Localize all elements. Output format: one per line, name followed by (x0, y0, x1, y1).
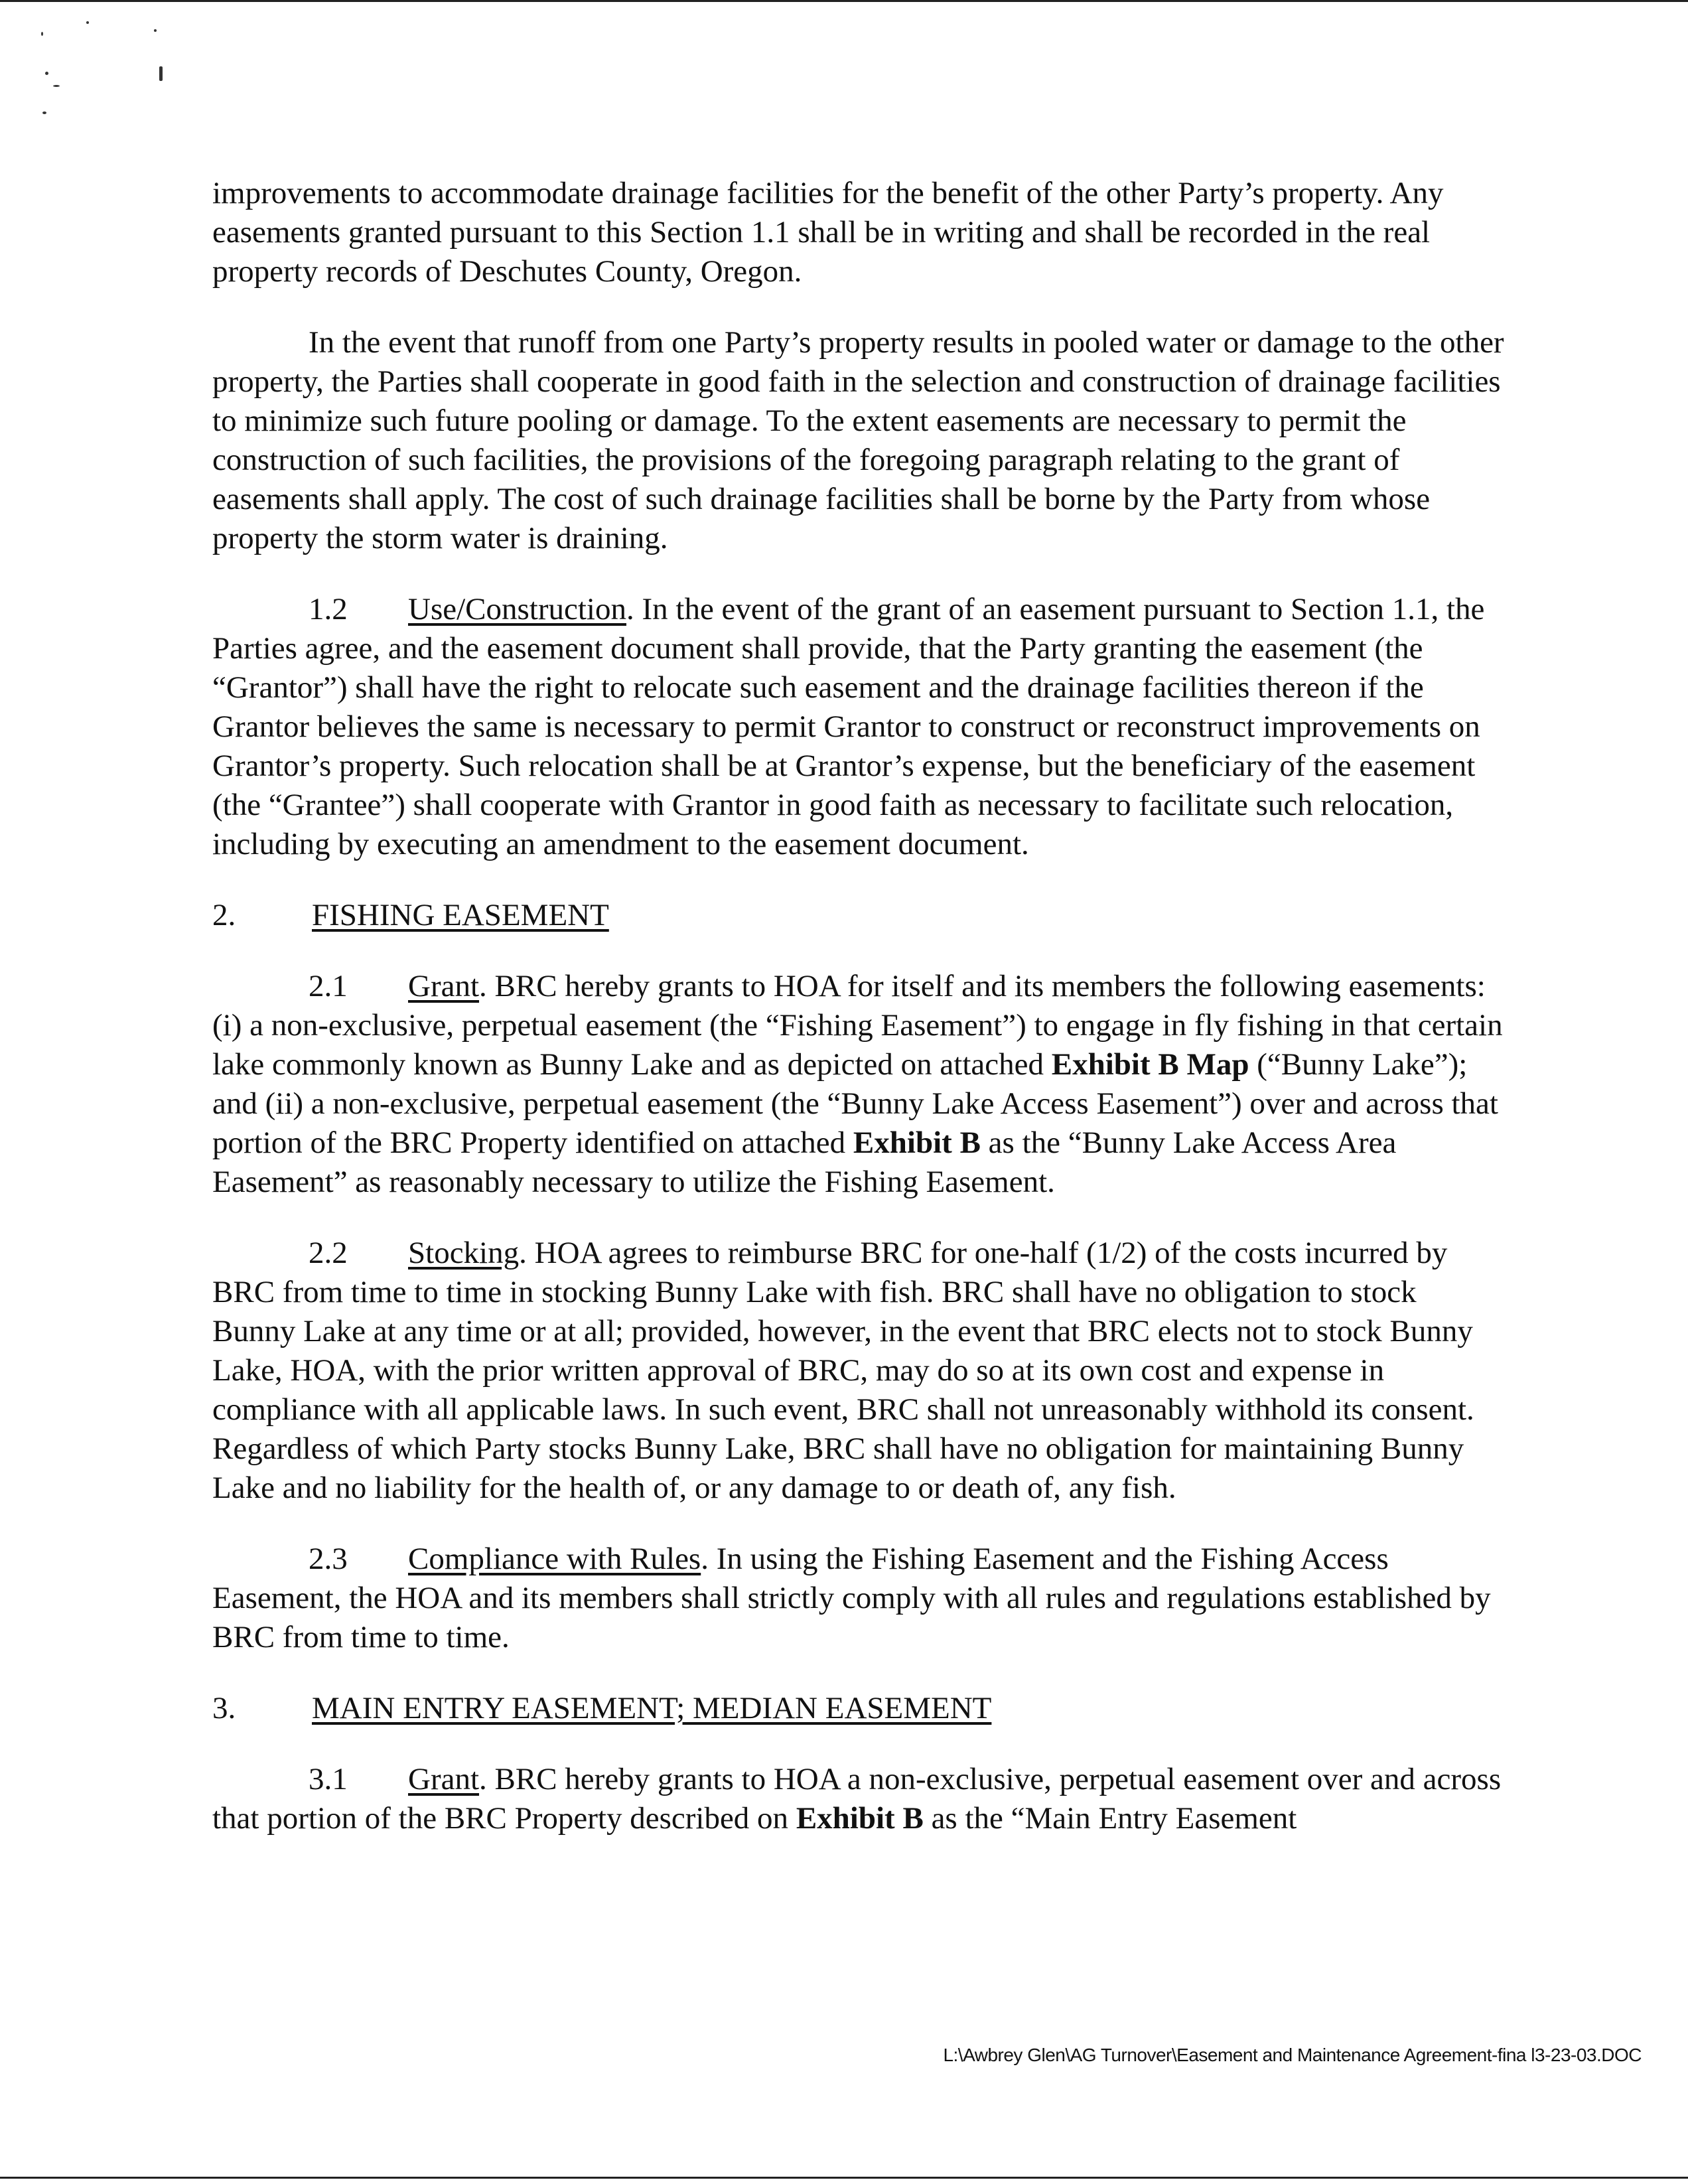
exhibit-reference: Exhibit B (853, 1126, 981, 1160)
section-number: 2.2 (309, 1236, 348, 1270)
section-2-3 (212, 1540, 1506, 1657)
heading-number: 2. (212, 898, 236, 932)
document-body (212, 174, 1506, 1838)
section-text: . In the event of the grant of an easement pursuant to Section 1.1, the Parties agree, and the easement document shall provide, that the Party granting the easement (the “Grantor”) shall have the right to relocate such easement and the drainage facilities thereon if the Grantor believes the same is necessary to permit Grantor to construct or reconstruct improvements on Grantor’s property. Such relocation shall be at Grantor’s expense, but the beneficiary of the easement (the “Grantee”) shall cooperate with Grantor in good faith as necessary to facilitate such relocation, including by executing an amendment to the easement document. (212, 592, 1485, 861)
section-text: as the “Bunny Lake Access Area Easement” as reasonably necessary to utilize the Fishing Easement. (212, 1126, 1397, 1199)
section-text: as the “Main Entry Easement (923, 1801, 1297, 1836)
section-1-2 (212, 590, 1506, 864)
section-text: (“Bunny Lake”); and (ii) a non-exclusive, perpetual easement (the “Bunny Lake Access Easement”) over and across that portion of the BRC Property identified on attached (212, 1047, 1498, 1160)
section-3-1 (212, 1760, 1506, 1838)
section-title: Use/Construction (408, 592, 626, 626)
heading-fishing-easement (212, 896, 1506, 935)
heading-title: MAIN ENTRY EASEMENT; MEDIAN EASEMENT (312, 1691, 992, 1725)
section-2-1 (212, 967, 1506, 1202)
section-2-2 (212, 1234, 1506, 1508)
exhibit-reference: Exhibit B Map (1051, 1047, 1249, 1082)
section-text: . HOA agrees to reimburse BRC for one-half (1/2) of the costs incurred by BRC from time to time in stocking Bunny Lake with fish. BRC shall have no obligation to stock Bunny Lake at any time or at all; provided, however, in the event that BRC elects not to stock Bunny Lake, HOA, with the prior written approval of BRC, may do so at its own cost and expense in compliance with all applicable laws. In such event, BRC shall not unreasonably withhold its consent. Regardless of which Party stocks Bunny Lake, BRC shall have no obligation for maintaining Bunny Lake and no liability for the health of, or any damage to or death of, any fish. (212, 1236, 1474, 1505)
section-text: . BRC hereby grants to HOA for itself and its members the following easements: (i) a non-exclusive, perpetual easement (the “Fishing Easement”) to engage in fly fishing in that certain lake commonly known as Bunny Lake and as depicted on attached (212, 969, 1503, 1082)
heading-main-entry-easement (212, 1689, 1506, 1728)
section-text: . BRC hereby grants to HOA a non-exclusive, perpetual easement over and across that portion of the BRC Property described on (212, 1762, 1502, 1836)
footer-file-path: L:\Awbrey Glen\AG Turnover\Easement and Maintenance Agreement-fina l3-23-03.DOC (943, 2045, 1642, 2065)
scan-bottom-border (0, 2177, 1688, 2179)
section-text: . In using the Fishing Easement and the Fishing Access Easement, the HOA and its members shall strictly comply with all rules and regulations established by BRC from time to time. (212, 1542, 1491, 1654)
section-title: Stocking (408, 1236, 520, 1270)
section-title: Compliance with Rules (408, 1542, 701, 1576)
paragraph-drainage-continuation: improvements to accommodate drainage facilities for the benefit of the other Party’s property. Any easements granted pursuant to this Section 1.1 shall be in writing and shall be recorded in the real property records of Deschutes County, Oregon. (212, 176, 1444, 289)
section-number: 2.3 (309, 1542, 348, 1576)
section-title: Grant (408, 969, 480, 1003)
heading-title: FISHING EASEMENT (312, 898, 609, 932)
exhibit-reference: Exhibit B (796, 1801, 924, 1836)
scan-top-border (0, 0, 1688, 2)
section-number: 1.2 (309, 592, 348, 626)
section-title: Grant (408, 1762, 480, 1796)
paragraph-runoff: In the event that runoff from one Party’s property results in pooled water or damage to the other property, the Parties shall cooperate in good faith in the selection and construction of drainage facilities to minimize such future pooling or damage. To the extent easements are necessary to permit the construction of such facilities, the provisions of the foregoing paragraph relating to the grant of easements shall apply. The cost of such drainage facilities shall be borne by the Party from whose property the storm water is draining. (212, 325, 1504, 555)
section-number: 2.1 (309, 969, 348, 1003)
section-number: 3.1 (309, 1762, 348, 1796)
heading-number: 3. (212, 1691, 236, 1725)
